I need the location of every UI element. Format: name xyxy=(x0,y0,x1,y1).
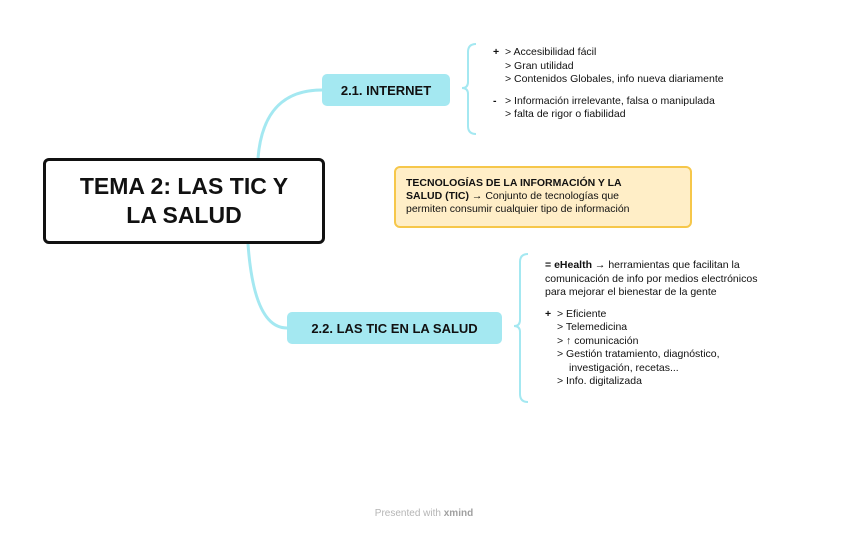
note-line: > Telemedicina xyxy=(557,321,628,333)
eq-prefix: = xyxy=(545,259,555,271)
note-line: → herramientas que facilitan la xyxy=(592,259,740,271)
plus-symbol: + xyxy=(545,307,552,320)
central-topic[interactable] xyxy=(43,158,325,244)
callout-line3: permiten consumir cualquier tipo de información xyxy=(406,203,630,215)
internet-minus-item xyxy=(493,95,724,109)
ehealth-term: eHealth xyxy=(554,259,592,271)
callout-line2 xyxy=(406,190,680,203)
callout-line1: TECNOLOGÍAS DE LA INFORMACIÓN Y LA xyxy=(406,177,622,189)
note-line: > ↑ comunicación xyxy=(557,334,639,347)
note-line: > Contenidos Globales, info nueva diariamente xyxy=(505,73,724,85)
note-line: > Accesibilidad fácil xyxy=(505,46,597,58)
plus-symbol: + xyxy=(493,46,500,58)
ehealth-definition xyxy=(545,259,757,273)
footer-credit xyxy=(0,508,848,519)
note-line: para mejorar el bienestar de la gente xyxy=(545,286,717,298)
salud-notes[interactable] xyxy=(545,259,757,389)
note-line: > Eficiente xyxy=(557,307,607,320)
note-line: > falta de rigor o fiabilidad xyxy=(505,108,626,120)
topic-internet-label: 2.1. INTERNET xyxy=(340,82,432,98)
note-line: investigación, recetas... xyxy=(569,361,679,374)
topic-internet[interactable] xyxy=(322,74,450,106)
internet-notes[interactable] xyxy=(493,46,724,122)
minus-symbol: - xyxy=(493,94,497,107)
note-line: > Información irrelevante, falsa o manipulada xyxy=(505,94,715,107)
note-line: > Gran utilidad xyxy=(505,59,574,72)
internet-plus-item xyxy=(493,46,724,60)
central-title-line2: LA SALUD xyxy=(126,202,242,228)
callout-tic-term: SALUD (TIC) xyxy=(406,190,469,202)
topic-tic-salud-label: 2.2. LAS TIC EN LA SALUD xyxy=(311,320,478,336)
note-line: comunicación de info por medios electrónicos xyxy=(545,272,758,285)
note-line: > Info. digitalizada xyxy=(557,375,642,387)
central-title-line1: TEMA 2: LAS TIC Y xyxy=(79,173,289,199)
note-line: > Gestión tratamiento, diagnóstico, xyxy=(557,348,720,360)
definition-callout[interactable] xyxy=(394,166,692,228)
footer-brand: xmind xyxy=(443,508,474,519)
footer-prefix: Presented with xyxy=(374,508,444,519)
salud-plus-item xyxy=(545,308,757,322)
topic-tic-salud[interactable] xyxy=(287,312,502,344)
callout-definition-start: → Conjunto de tecnologías que xyxy=(469,190,620,202)
